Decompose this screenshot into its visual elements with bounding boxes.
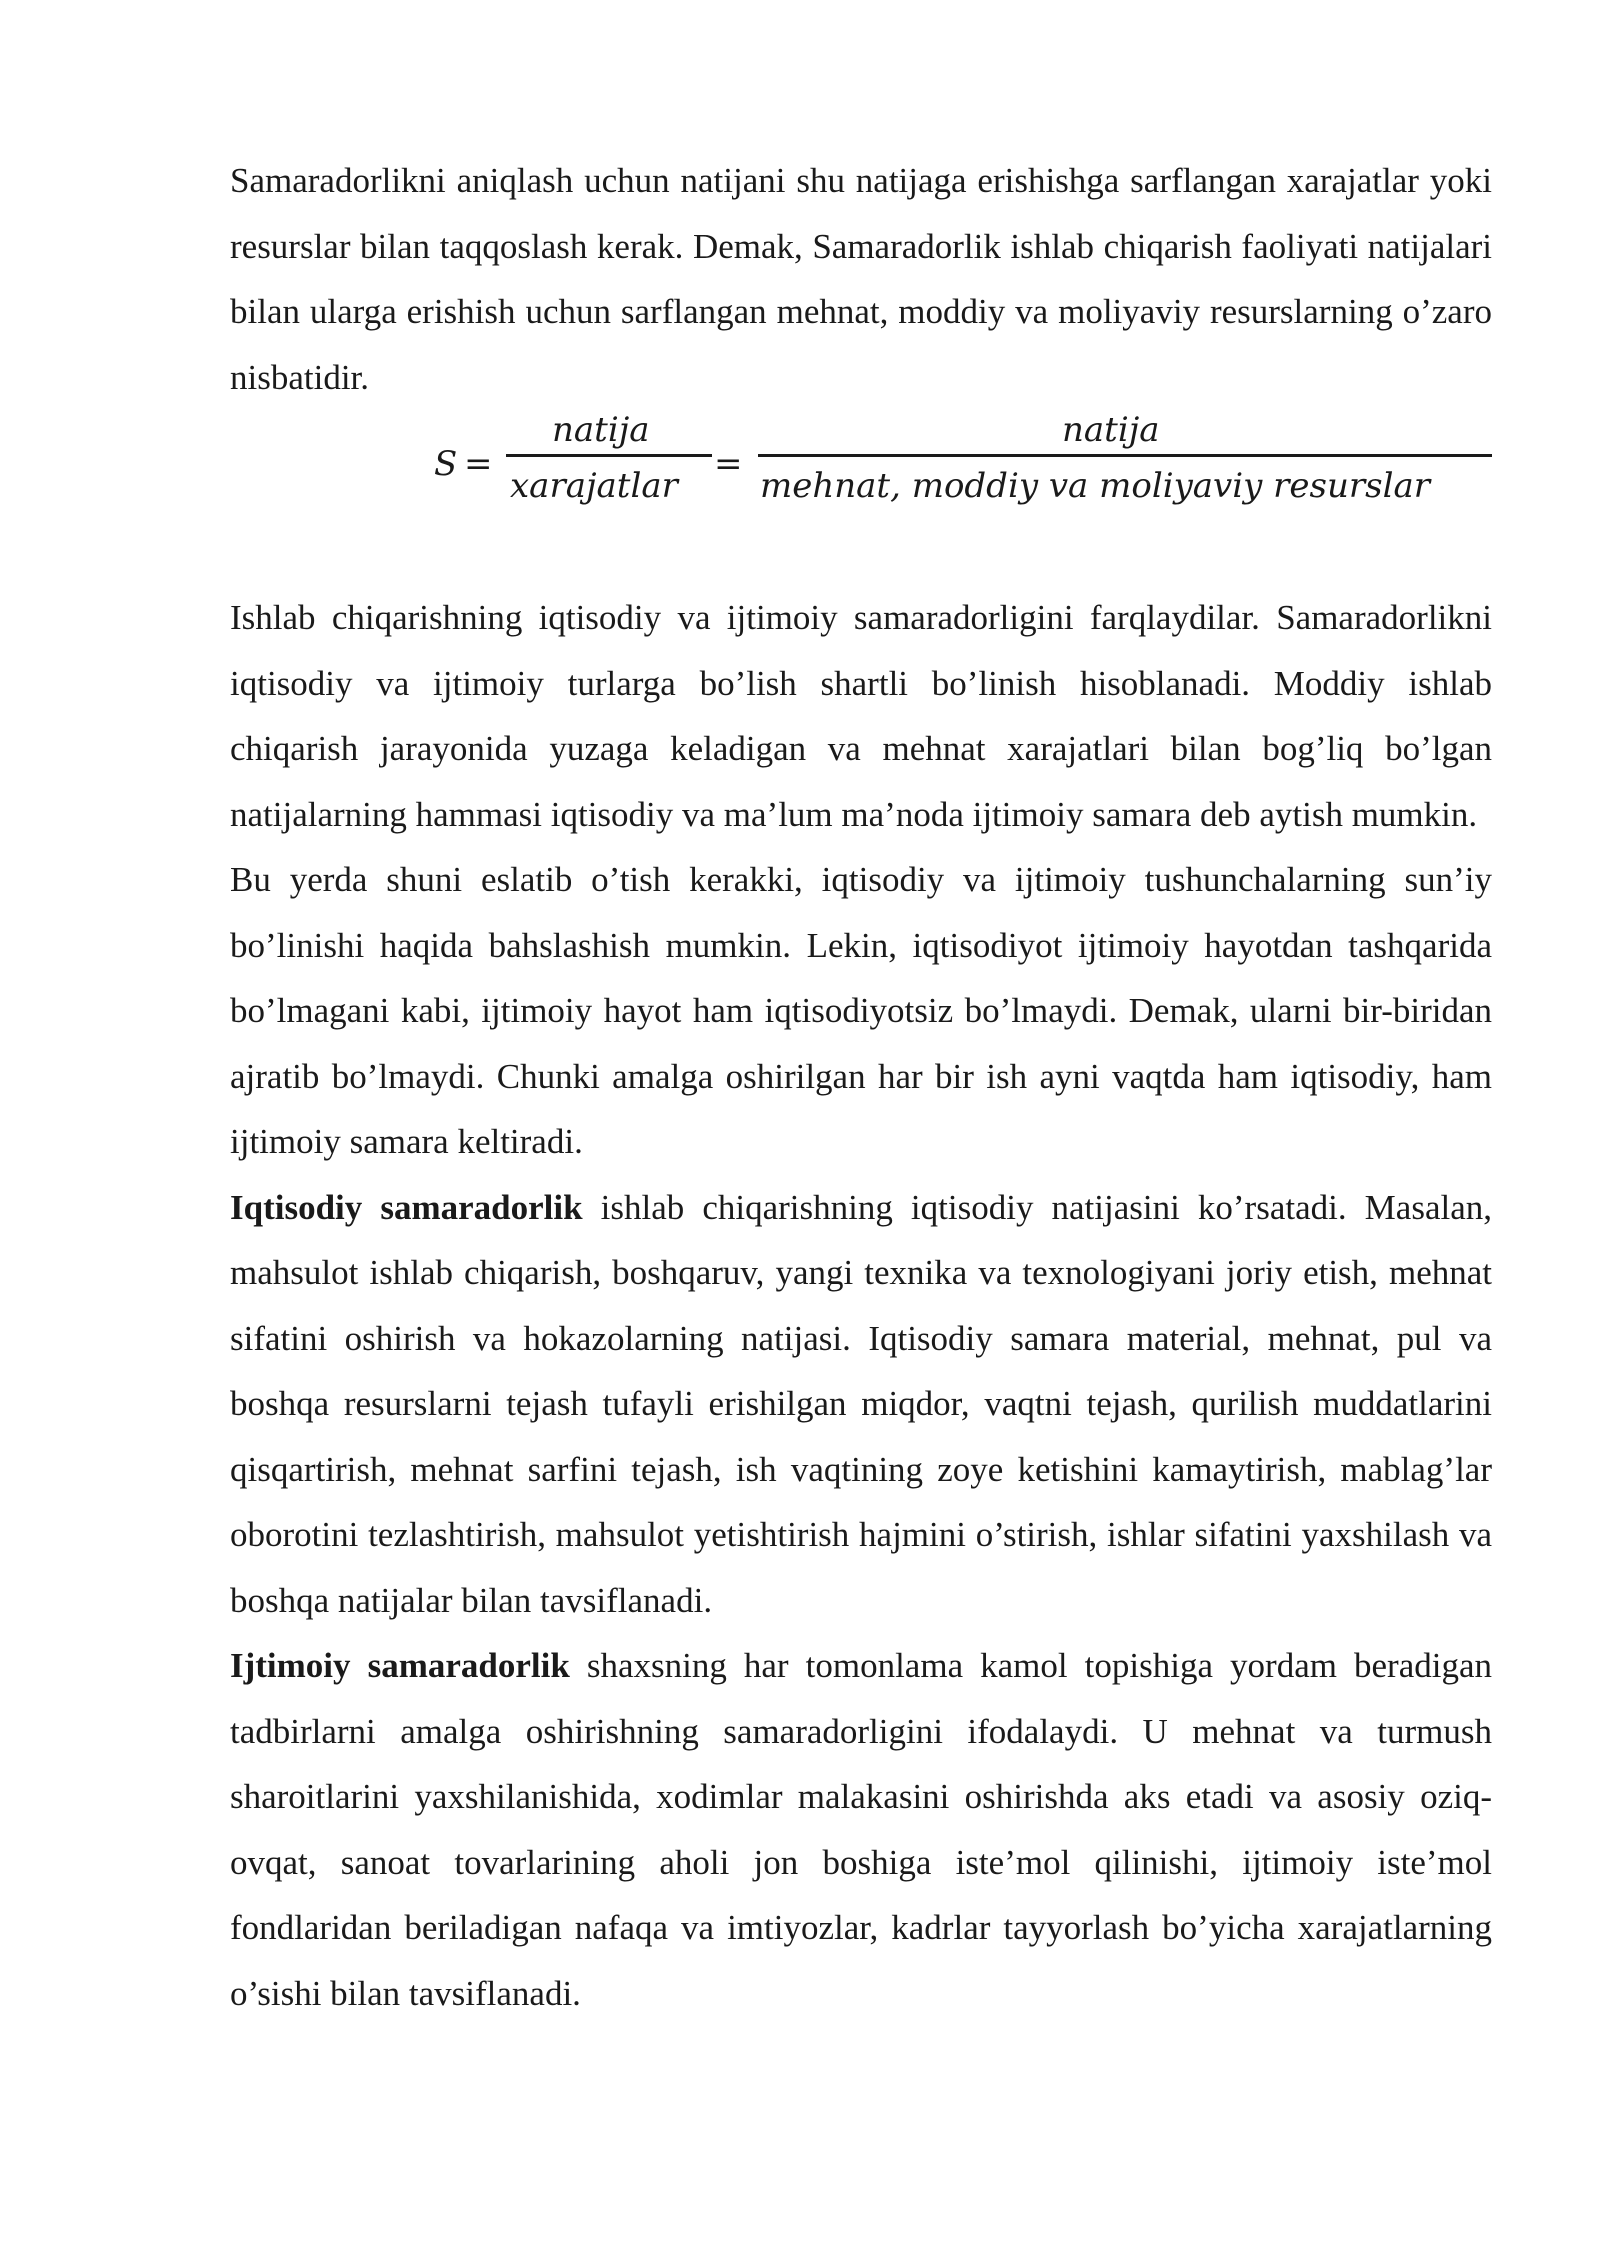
formula-frac1-numerator: natija — [552, 410, 650, 450]
formula-lhs: S — [434, 444, 458, 484]
paragraph-distinction: Ishlab chiqarishning iqtisodiy va ijtimoiy samaradorligini farqlaydilar. Samaradorlikni iqtisodiy va ijtimoiy turlarga bo’lish shartli bo’linish hisoblanadi. Moddiy ishlab chiqarish jarayonida yuzaga keladigan va mehnat xarajatlari bilan bog’liq bo’lgan natijalarning hammasi iqtisodiy va ma’lum ma’noda ijtimoiy samara deb aytish mumkin. — [230, 598, 1492, 834]
document-page — [230, 148, 1492, 2026]
intro-paragraph: Samaradorlikni aniqlash uchun natijani shu natijaga erishishga sarflangan xarajatlar yoki resurslar bilan taqqoslash kerak. Demak, Samaradorlik ishlab chiqarish faoliyati natijalari bilan ularga erishish uchun sarflangan mehnat, moddiy va moliyaviy resurslarning o’zaro nisbatidir. — [230, 161, 1492, 397]
formula-frac2-bar — [758, 454, 1492, 457]
formula-frac2-denominator: mehnat, moddiy va moliyaviy resurslar — [760, 466, 1430, 506]
paragraph-social-efficiency — [230, 1633, 1492, 2026]
efficiency-formula — [230, 410, 1492, 520]
formula-equals-2: = — [714, 444, 743, 484]
formula-frac2-numerator: natija — [1062, 410, 1160, 450]
formula-frac1-denominator: xarajatlar — [510, 466, 678, 506]
term-social-efficiency: Ijtimoiy samaradorlik — [230, 1646, 570, 1685]
formula-equals-1: = — [464, 444, 493, 484]
formula-frac1-bar — [506, 454, 712, 457]
social-efficiency-text: shaxsning har tomonlama kamol topishiga yordam beradigan tadbirlarni amalga oshirishning samaradorligini ifodalaydi. U mehnat va turmush sharoitlarini yaxshilanishida, xodimlar malakasini oshirishda aks etadi va asosiy oziq-ovqat, sanoat tovarlarining aholi jon boshiga iste’mol qilinishi, ijtimoiy iste’mol fondlaridan beriladigan nafaqa va imtiyozlar, kadrlar tayyorlash bo’yicha xarajatlarning o’sishi bilan tavsiflanadi. — [230, 1646, 1492, 2013]
economic-efficiency-text: ishlab chiqarishning iqtisodiy natijasini ko’rsatadi. Masalan, mahsulot ishlab chiqarish, boshqaruv, yangi texnika va texnologiyani joriy etish, mehnat sifatini oshirish va hokazolarning natijasi. Iqtisodiy samara material, mehnat, pul va boshqa resurslarni tejash tufayli erishilgan miqdor, vaqtni tejash, qurilish muddatlarini qisqartirish, mehnat sarfini tejash, ish vaqtining zoye ketishini kamaytirish, mablag’lar oborotini tezlashtirish, mahsulot yetishtirish hajmini o’stirish, ishlar sifatini yaxshilash va boshqa natijalar bilan tavsiflanadi. — [230, 1187, 1493, 1620]
paragraph-division: Bu yerda shuni eslatib o’tish kerakki, iqtisodiy va ijtimoiy tushunchalarning sun’iy bo’linishi haqida bahslashish mumkin. Lekin, iqtisodiyot ijtimoiy hayotdan tashqarida bo’lmagani kabi, ijtimoiy hayot ham iqtisodiyotsiz bo’lmaydi. Demak, ularni bir-biridan ajratib bo’lmaydi. Chunki amalga oshirilgan har bir ish ayni vaqtda ham iqtisodiy, ham ijtimoiy samara keltiradi. — [230, 860, 1492, 1161]
spacer — [230, 520, 1492, 585]
paragraph-economic-efficiency — [230, 1175, 1492, 1634]
term-economic-efficiency: Iqtisodiy samaradorlik — [230, 1187, 583, 1227]
